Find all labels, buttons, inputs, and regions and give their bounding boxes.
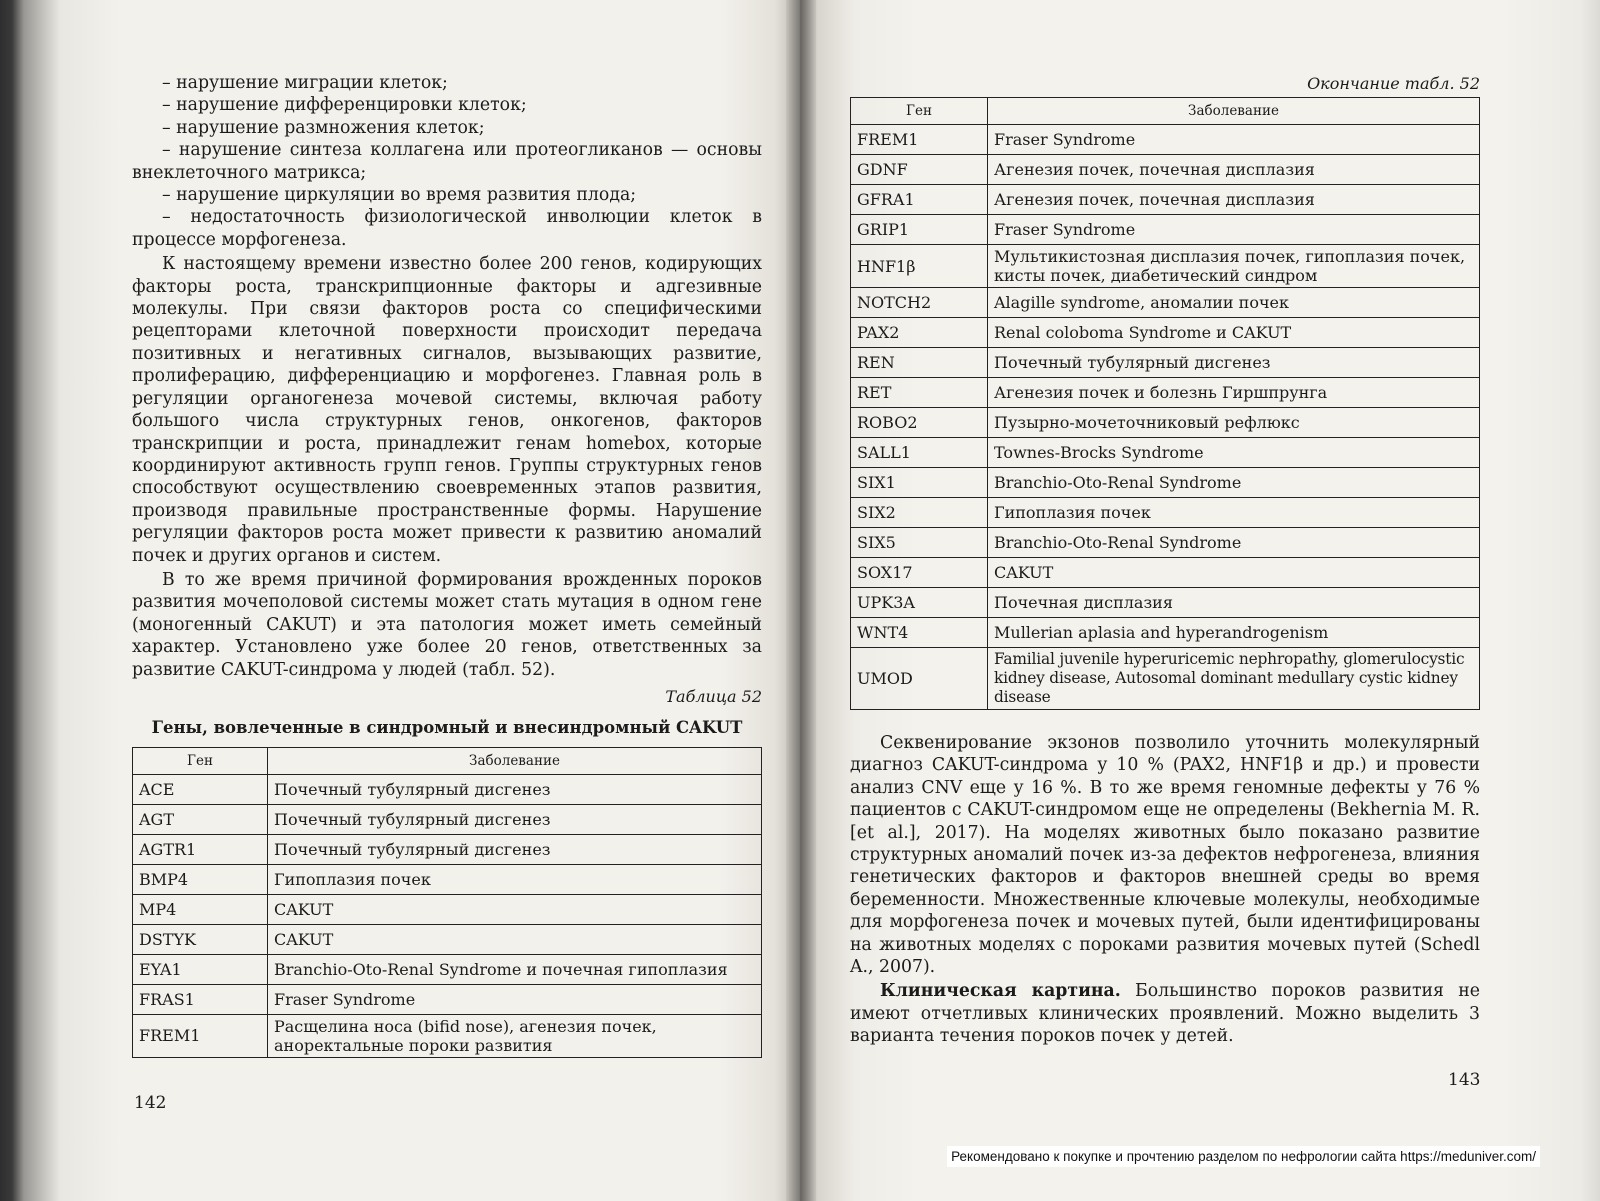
disease-cell: Пузырно-мочеточниковый рефлюкс (988, 408, 1480, 438)
genes-table-continued (850, 97, 1480, 710)
gene-cell: GRIP1 (851, 215, 988, 245)
table-row (851, 438, 1480, 468)
table-row (851, 185, 1480, 215)
disease-cell: Fraser Syndrome (988, 125, 1480, 155)
gene-cell: PAX2 (851, 318, 988, 348)
gene-cell: SALL1 (851, 438, 988, 468)
disease-cell: Агенезия почек, почечная дисплазия (988, 155, 1480, 185)
gene-cell: FRAS1 (133, 984, 268, 1014)
left-page-text (132, 72, 762, 1058)
disease-cell: Агенезия почек, почечная дисплазия (988, 185, 1480, 215)
column-header-disease: Заболевание (988, 98, 1480, 125)
disease-cell: Fraser Syndrome (268, 984, 762, 1014)
disease-cell: Почечный тубулярный дисгенез (988, 348, 1480, 378)
table-label: Таблица 52 (665, 686, 762, 706)
table-title: Гены, вовлеченные в синдромный и внесиндромный CAKUT (151, 717, 743, 737)
gene-cell: GDNF (851, 155, 988, 185)
disease-cell: Fraser Syndrome (988, 215, 1480, 245)
gene-cell: REN (851, 348, 988, 378)
table-row (133, 984, 762, 1014)
gene-cell: NOTCH2 (851, 288, 988, 318)
disease-cell: Townes-Brocks Syndrome (988, 438, 1480, 468)
right-page-text (850, 74, 1480, 1048)
table-row (851, 588, 1480, 618)
gene-cell: AGT (133, 804, 268, 834)
gene-cell: WNT4 (851, 618, 988, 648)
gene-cell: ACE (133, 774, 268, 804)
gene-cell: ROBO2 (851, 408, 988, 438)
gene-cell: DSTYK (133, 924, 268, 954)
table-row (851, 125, 1480, 155)
disease-cell: Расщелина носа (bifid nose), агенезия почек, аноректальные пороки развития (268, 1014, 762, 1057)
body-paragraph: Секвенирование экзонов позволило уточнить молекулярный диагноз CAKUT-синдрома у 10 % (PAX2, HNF1β и др.) и провести анализ CNV еще у 16 %. В то же время геномные дефекты у 76 % пациентов с CAKUT-синдромом еще не определены (Bekhernia M. R. [et al.], 2017). На моделях животных было показано развитие структурных аномалий почек из-за дефектов нефрогенеза, влияния генетических факторов и факторов внешней среды во время беременности. Множественные ключевые молекулы, необходимые для морфогенеза почек и мочевых путей, были идентифицированы на животных моделях с пороками развития мочевых путей (Schedl A., 2007). (850, 733, 1480, 978)
disease-cell: Renal coloboma Syndrome и CAKUT (988, 318, 1480, 348)
list-item: – недостаточность физиологической инволюции клеток в процессе морфогенеза. (132, 207, 762, 250)
list-item: – нарушение размножения клеток; (162, 117, 485, 138)
table-row (851, 498, 1480, 528)
table-row (851, 288, 1480, 318)
book-gutter (786, 0, 816, 1201)
table-header-row (133, 747, 762, 774)
genes-table (132, 747, 762, 1058)
table-row (851, 408, 1480, 438)
table-row (133, 774, 762, 804)
gene-cell: SIX2 (851, 498, 988, 528)
continuation-label: Окончание табл. 52 (1307, 74, 1480, 93)
disease-cell: Branchio-Oto-Renal Syndrome и почечная гипоплазия (268, 954, 762, 984)
gene-cell: EYA1 (133, 954, 268, 984)
disease-cell: Mullerian aplasia and hyperandrogenism (988, 618, 1480, 648)
list-item: – нарушение циркуляции во время развития плода; (162, 185, 637, 206)
table-row (851, 215, 1480, 245)
gene-cell: SIX5 (851, 528, 988, 558)
disease-cell: Агенезия почек и болезнь Гиршпрунга (988, 378, 1480, 408)
table-row (851, 378, 1480, 408)
table-row (133, 1014, 762, 1057)
disease-cell: Мультикистозная дисплазия почек, гипоплазия почек, кисты почек, диабетический синдром (988, 245, 1480, 288)
table-row (851, 348, 1480, 378)
table-header-row (851, 98, 1480, 125)
table-row (133, 804, 762, 834)
gene-cell: HNF1β (851, 245, 988, 288)
table-row (133, 864, 762, 894)
disease-cell: Почечный тубулярный дисгенез (268, 774, 762, 804)
body-paragraph: К настоящему времени известно более 200 генов, кодирующих факторы роста, транскрипционные факторы и адгезивные молекулы. При связи факторов роста со специфическими рецепторами клеточной поверхности происходит передача позитивных и негативных сигналов, вызывающих развитие, пролиферацию, дифференциацию и морфогенез. Главная роль в регуляции органогенеза мочевой системы, включая работу большого числа структурных генов, онкогенов, факторов транскрипции и роста, принадлежит генам homebox, которые координируют активность групп генов. Группы структурных генов способствуют осуществлению своевременных этапов развития, производя правильные пространственные формы. Нарушение регуляции факторов роста может привести к развитию аномалий почек и других органов и систем. (132, 254, 762, 566)
gene-cell: FREM1 (133, 1014, 268, 1057)
column-header-gene: Ген (851, 98, 988, 125)
gene-cell: UMOD (851, 648, 988, 710)
disease-cell: Гипоплазия почек (268, 864, 762, 894)
clinical-heading: Клиническая картина. (880, 981, 1121, 1002)
body-paragraph: В то же время причиной формирования врожденных пороков развития мочеполовой системы может стать мутация в одном гене (моногенный CAKUT) и эта патология может иметь семейный характер. Установлено уже более 20 генов, ответственных за развитие CAKUT-синдрома у людей (табл. 52). (132, 569, 762, 680)
page-number: 143 (1448, 1070, 1481, 1090)
disease-cell: Почечный тубулярный дисгенез (268, 834, 762, 864)
table-row (851, 528, 1480, 558)
clinical-text: Большинство пороков развития не имеют отчетливых клинических проявлений. Можно выделить 3 варианта течения пороков почек у детей. (850, 981, 1480, 1047)
list-item: – нарушение синтеза коллагена или протеогликанов — основы внеклеточного матрикса; (132, 140, 762, 183)
disease-cell: Familial juvenile hyperuricemic nephropathy, glomerulocystic kidney disease, Autosomal dominant medullary cystic kidney disease (988, 648, 1480, 710)
disease-cell: Почечная дисплазия (988, 588, 1480, 618)
disease-cell: CAKUT (988, 558, 1480, 588)
disease-cell: CAKUT (268, 894, 762, 924)
footer-recommendation: Рекомендовано к покупке и прочтению разделом по нефрологии сайта https://meduniver.com/ (947, 1146, 1540, 1167)
gene-cell: MP4 (133, 894, 268, 924)
table-row (133, 924, 762, 954)
disease-cell: Почечный тубулярный дисгенез (268, 804, 762, 834)
table-row (851, 648, 1480, 710)
gene-cell: BMP4 (133, 864, 268, 894)
table-row (851, 618, 1480, 648)
disease-cell: CAKUT (268, 924, 762, 954)
disease-cell: Branchio-Oto-Renal Syndrome (988, 528, 1480, 558)
table-row (851, 318, 1480, 348)
clinical-paragraph (850, 980, 1480, 1047)
gene-cell: FREM1 (851, 125, 988, 155)
right-page (800, 0, 1600, 1201)
table-row (851, 155, 1480, 185)
list-item: – нарушение миграции клеток; (162, 73, 448, 93)
disease-cell: Гипоплазия почек (988, 498, 1480, 528)
disease-cell: Branchio-Oto-Renal Syndrome (988, 468, 1480, 498)
table-row (133, 954, 762, 984)
column-header-disease: Заболевание (268, 747, 762, 774)
gene-cell: UPK3A (851, 588, 988, 618)
table-row (133, 834, 762, 864)
gene-cell: AGTR1 (133, 834, 268, 864)
page-number: 142 (134, 1093, 167, 1113)
gene-cell: SOX17 (851, 558, 988, 588)
gene-cell: SIX1 (851, 468, 988, 498)
table-row (851, 558, 1480, 588)
list-item: – нарушение дифференцировки клеток; (162, 95, 527, 116)
table-row (851, 245, 1480, 288)
gene-cell: RET (851, 378, 988, 408)
gene-cell: GFRA1 (851, 185, 988, 215)
column-header-gene: Ген (133, 747, 268, 774)
disease-cell: Alagille syndrome, аномалии почек (988, 288, 1480, 318)
table-row (851, 468, 1480, 498)
table-row (133, 894, 762, 924)
